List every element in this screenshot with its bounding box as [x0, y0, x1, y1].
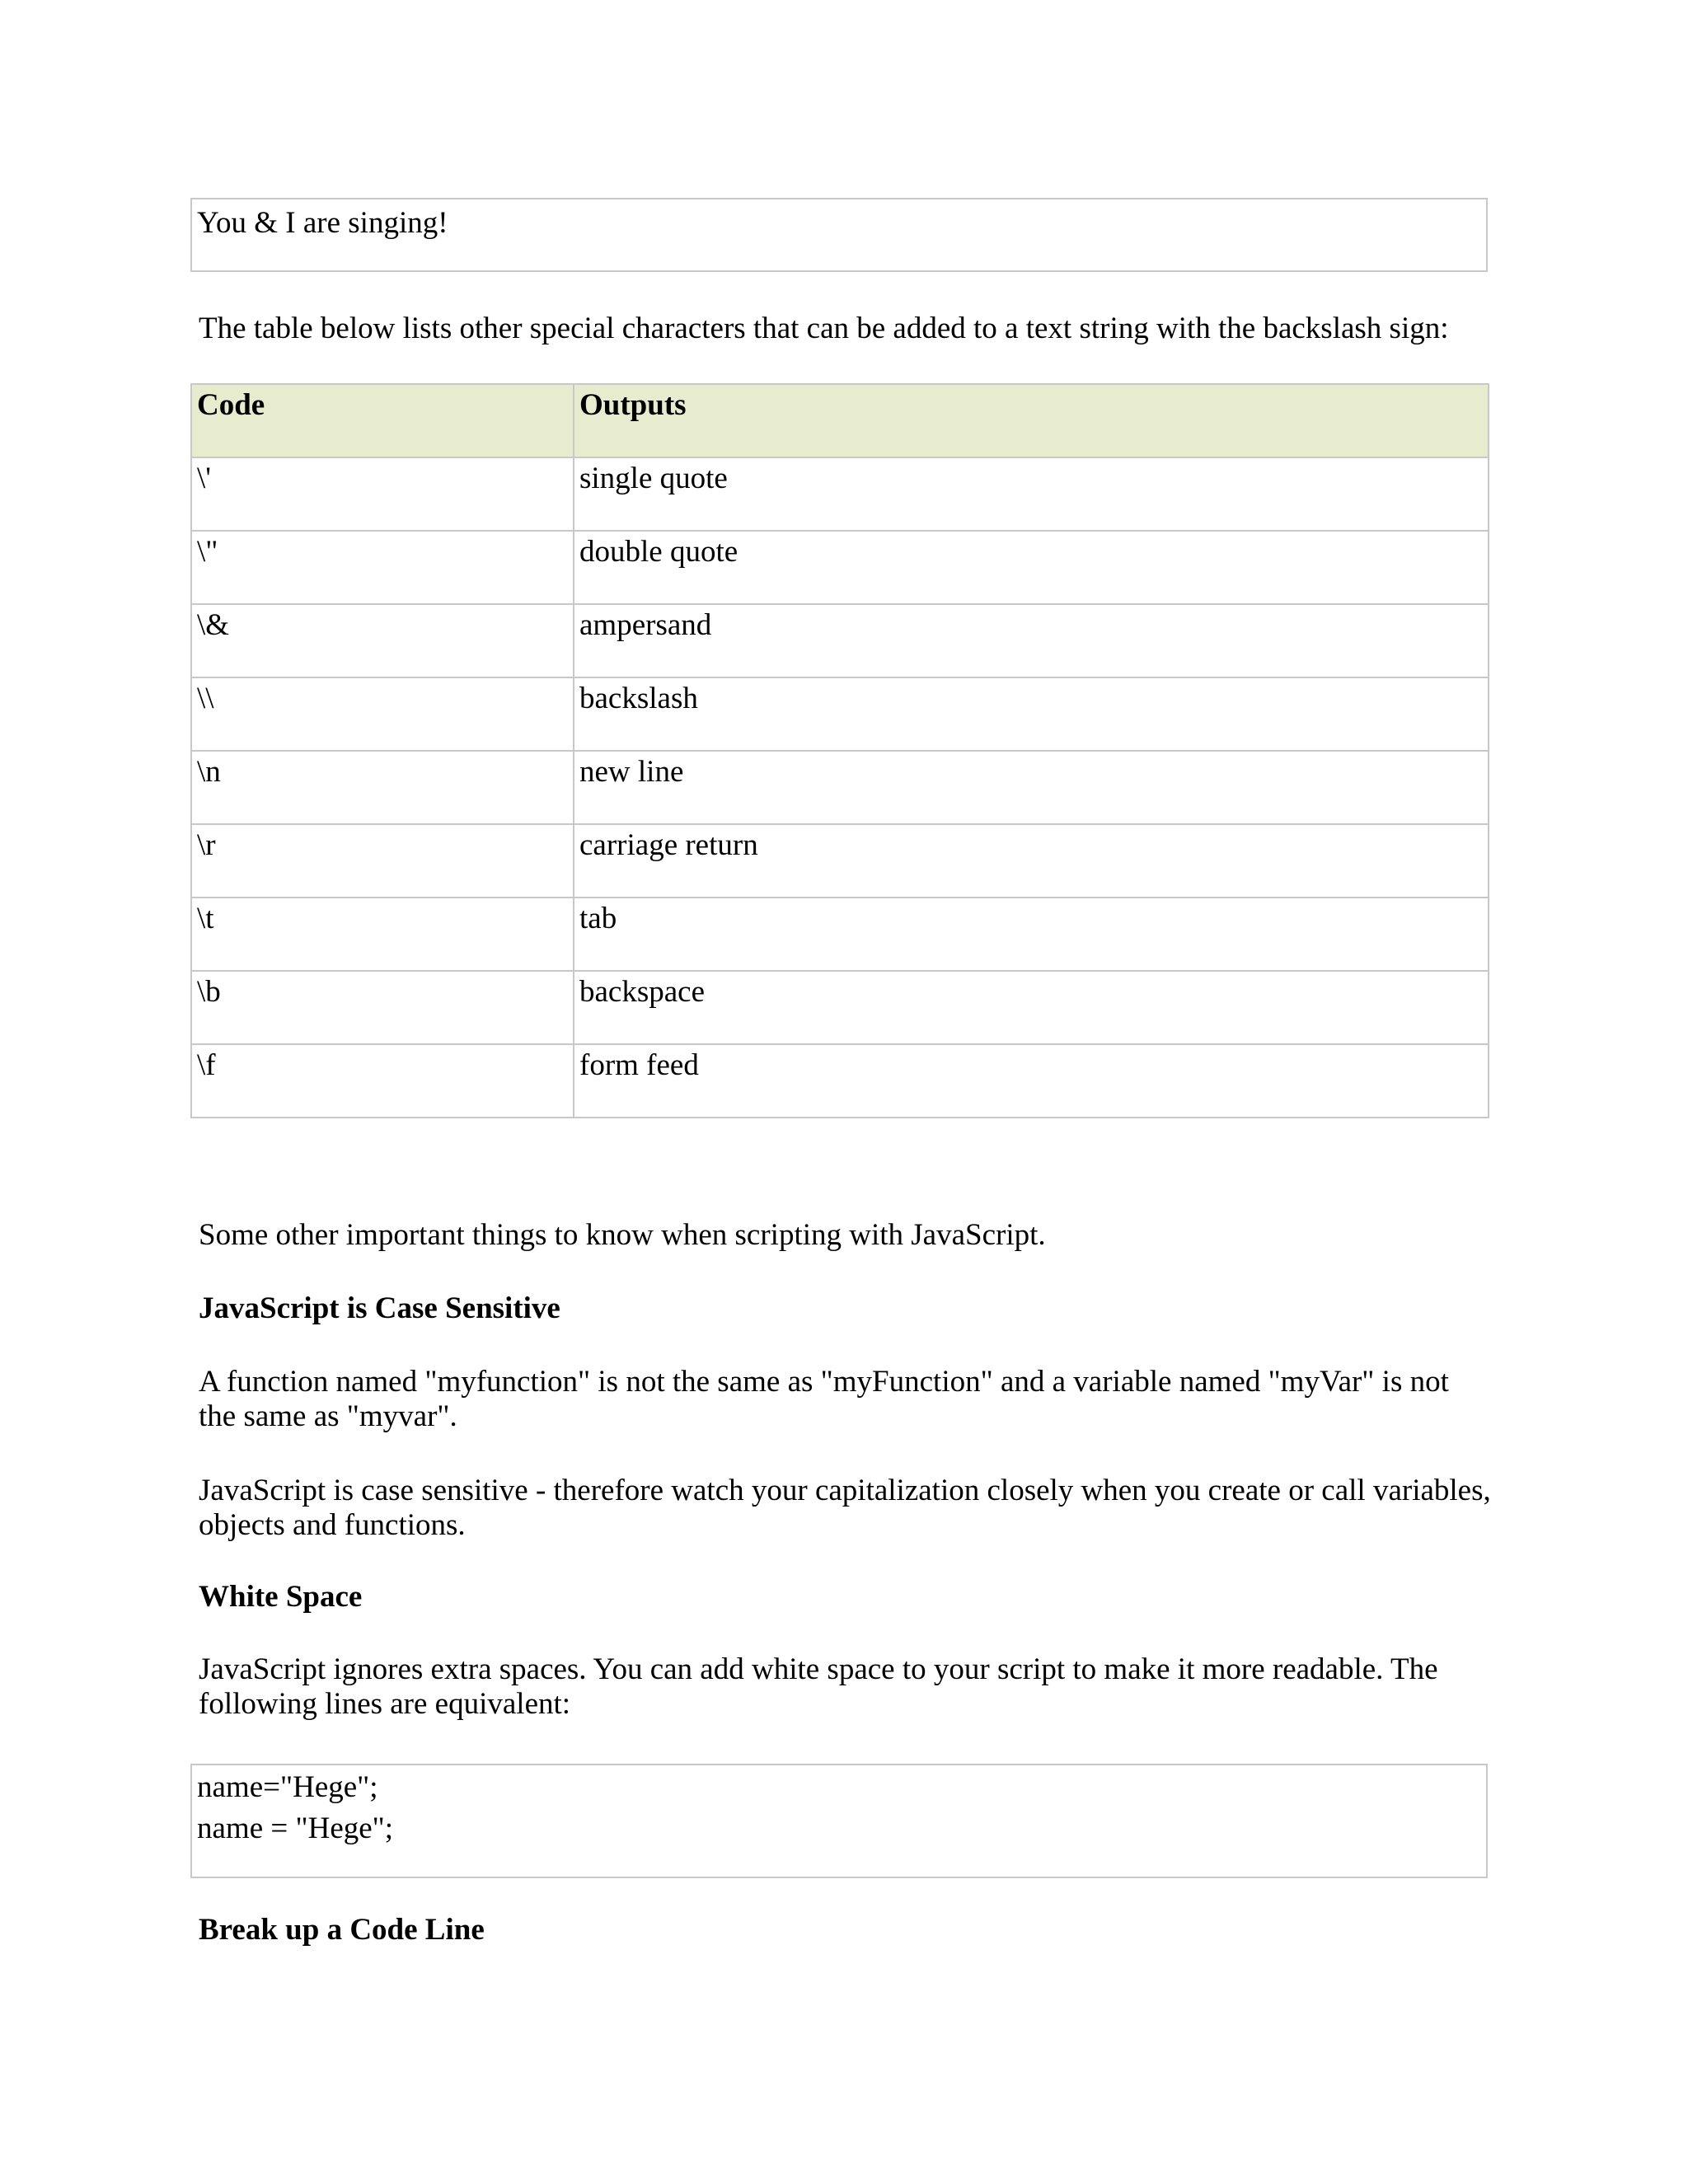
- code-cell: \t: [191, 898, 574, 971]
- output-cell: carriage return: [574, 824, 1489, 898]
- table-row: [191, 457, 1489, 531]
- table-row: [191, 751, 1489, 824]
- other-things-paragraph: Some other important things to know when scripting with JavaScript.: [199, 1218, 1046, 1252]
- header-code: Code: [191, 384, 574, 457]
- code-cell: \n: [191, 751, 574, 824]
- example-output-box: [190, 198, 1488, 272]
- white-space-heading: White Space: [199, 1580, 363, 1614]
- table-row: [191, 604, 1489, 677]
- output-cell: new line: [574, 751, 1489, 824]
- header-outputs: Outputs: [574, 384, 1489, 457]
- output-cell: single quote: [574, 457, 1489, 531]
- table-row: [191, 824, 1489, 898]
- code-cell: \\: [191, 677, 574, 751]
- table-row: [191, 531, 1489, 604]
- intro-paragraph: The table below lists other special characters that can be added to a text string with the backslash sign:: [199, 312, 1449, 345]
- output-cell: tab: [574, 898, 1489, 971]
- code-cell: \": [191, 531, 574, 604]
- output-cell: backslash: [574, 677, 1489, 751]
- table-row: [191, 898, 1489, 971]
- example-output-text: You & I are singing!: [197, 206, 448, 240]
- case-sensitive-paragraph-1: A function named "myfunction" is not the same as "myFunction" and a variable named "myVar" is not the same as "myvar".: [199, 1365, 1449, 1433]
- special-characters-table: [190, 383, 1489, 1118]
- output-cell: backspace: [574, 971, 1489, 1044]
- code-example-box: [190, 1764, 1488, 1878]
- output-cell: form feed: [574, 1044, 1489, 1118]
- code-line-2: name = "Hege";: [197, 1811, 394, 1845]
- output-cell: ampersand: [574, 604, 1489, 677]
- code-cell: \b: [191, 971, 574, 1044]
- table-row: [191, 971, 1489, 1044]
- code-cell: \r: [191, 824, 574, 898]
- code-cell: \f: [191, 1044, 574, 1118]
- code-line-1: name="Hege";: [197, 1770, 378, 1804]
- break-up-code-line-heading: Break up a Code Line: [199, 1913, 485, 1947]
- table-row: [191, 1044, 1489, 1118]
- code-cell: \': [191, 457, 574, 531]
- table-row: [191, 677, 1489, 751]
- output-cell: double quote: [574, 531, 1489, 604]
- code-cell: \&: [191, 604, 574, 677]
- case-sensitive-paragraph-2: JavaScript is case sensitive - therefore watch your capitalization closely when you create or call variables, objects and functions.: [199, 1474, 1491, 1542]
- white-space-paragraph: JavaScript ignores extra spaces. You can add white space to your script to make it more readable. The following lines are equivalent:: [199, 1652, 1438, 1721]
- case-sensitive-heading: JavaScript is Case Sensitive: [199, 1291, 560, 1325]
- table-header-row: [191, 384, 1489, 457]
